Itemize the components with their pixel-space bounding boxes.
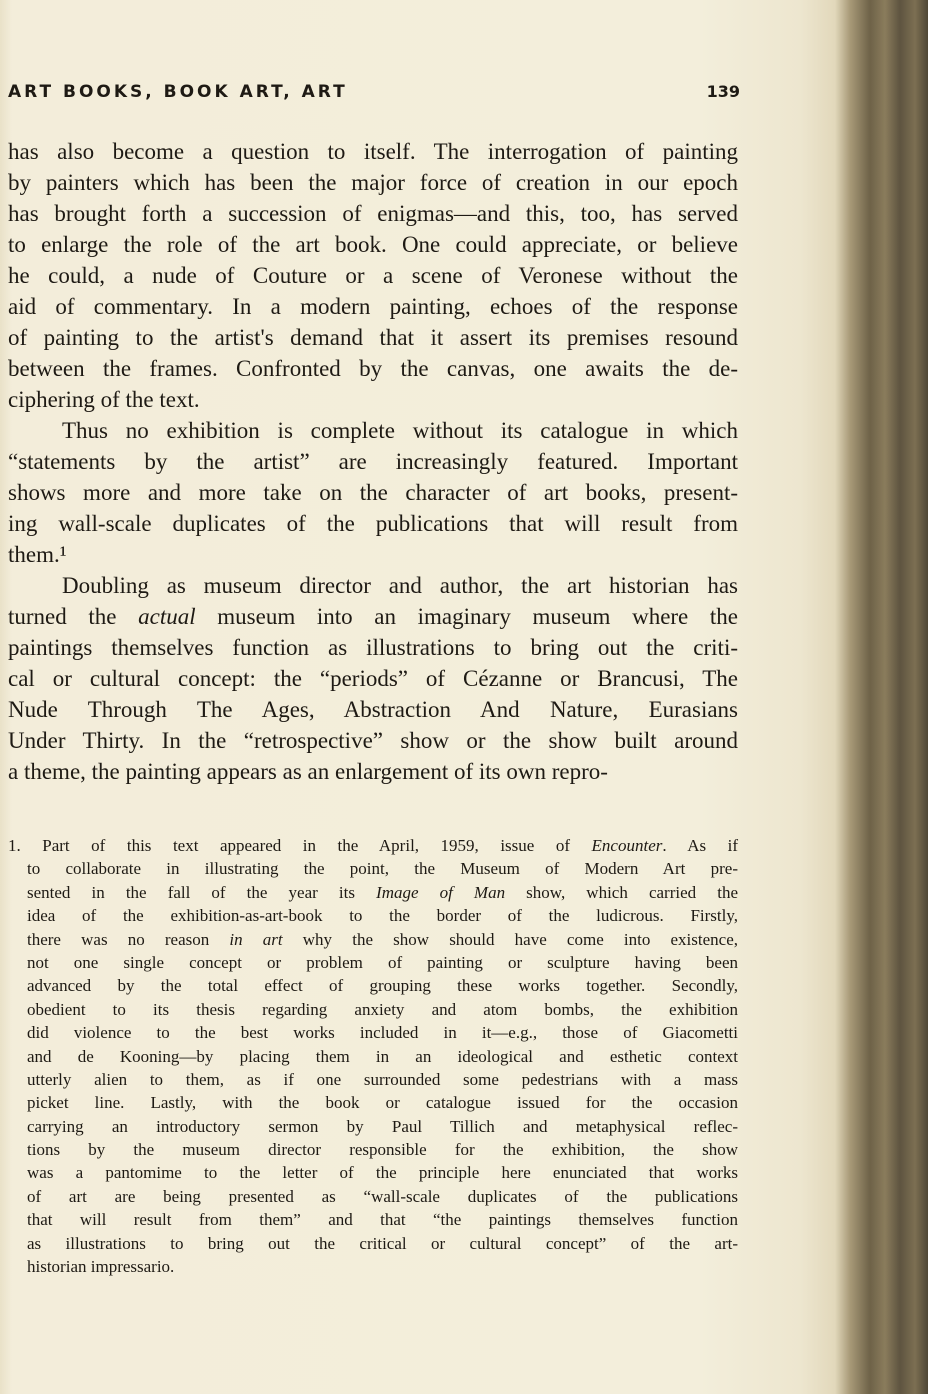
running-title: ART BOOKS, BOOK ART, ART [8, 82, 348, 102]
italic-text: in art [229, 929, 283, 949]
footnote-line: and de Kooning—by placing them in an ideological and esthetic context [27, 1046, 738, 1066]
text-segment: . As if [662, 836, 739, 855]
text-line: Under Thirty. In the “retrospective” show or the show built around [8, 728, 738, 753]
text-line: “statements by the artist” are increasingly featured. Important [8, 449, 738, 474]
footnote-line: as illustrations to bring out the critical or cultural concept” of the art- [27, 1233, 738, 1253]
footnote-line: idea of the exhibition-as-art-book to the border of the ludicrous. Firstly, [27, 906, 738, 926]
paragraph [8, 570, 738, 787]
text-line: a theme, the painting appears as an enlargement of its own repro- [8, 759, 608, 784]
text-segment: there was no reason [27, 929, 230, 949]
footnote-line: to collaborate in illustrating the point, the Museum of Modern Art pre- [27, 859, 738, 879]
paragraph [8, 136, 738, 415]
text-segment: why the show should have come into existence, [282, 929, 738, 949]
text-line: has also become a question to itself. The interrogation of painting [8, 139, 738, 164]
footnote-line: obedient to its thesis regarding anxiety and atom bombs, the exhibition [27, 999, 738, 1019]
footnote-line: tions by the museum director responsible for the exhibition, the show [27, 1140, 738, 1160]
text-line: Nude Through The Ages, Abstraction And Nature, Eurasians [8, 697, 738, 722]
text-line: shows more and more take on the character of art books, present- [8, 480, 738, 505]
footnote-line: did violence to the best works included in it—e.g., those of Giacometti [27, 1023, 738, 1043]
footnote-line: utterly alien to them, as if one surrounded some pedestrians with a mass [27, 1069, 738, 1089]
page-number: 139 [706, 82, 740, 101]
running-header [8, 82, 740, 108]
footnote-line [8, 834, 738, 857]
footnote-line: was a pantomime to the letter of the principle here enunciated that works [27, 1163, 738, 1183]
footnote-line: historian impressario. [27, 1257, 175, 1277]
italic-text: actual [138, 604, 196, 629]
footnote-line: that will result from them” and that “the paintings themselves function [27, 1210, 738, 1230]
text-line: Doubling as museum director and author, the art historian has [62, 573, 738, 598]
footnote-line: not one single concept or problem of painting or sculpture having been [27, 952, 738, 972]
text-line: to enlarge the role of the art book. One could appreciate, or believe [8, 232, 738, 257]
footnote-line: advanced by the total effect of grouping these works together. Secondly, [27, 976, 738, 996]
footnote [8, 834, 738, 1278]
body-text [8, 136, 738, 787]
text-line: cal or cultural concept: the “periods” of Cézanne or Brancusi, The [8, 666, 738, 691]
text-line: has brought forth a succession of enigmas—and this, too, has served [8, 201, 738, 226]
text-line: he could, a nude of Couture or a scene of Veronese without the [8, 263, 738, 288]
text-segment: museum into an imaginary museum where the [195, 604, 738, 629]
footnote-line [8, 928, 738, 951]
footnote-line: carrying an introductory sermon by Paul Tillich and metaphysical reflec- [27, 1116, 738, 1136]
text-line [8, 601, 738, 632]
text-segment: show, which carried the [505, 882, 738, 902]
text-segment: sented in the fall of the year its [27, 882, 377, 902]
text-line: aid of commentary. In a modern painting, echoes of the response [8, 294, 738, 319]
text-line: of painting to the artist's demand that it assert its premises resound [8, 325, 738, 350]
footnote-line: of art are being presented as “wall-scale duplicates of the publications [27, 1186, 738, 1206]
footnote-line [8, 881, 738, 904]
text-line: paintings themselves function as illustrations to bring out the criti- [8, 635, 738, 660]
text-line: between the frames. Confronted by the canvas, one awaits the de- [8, 356, 738, 381]
italic-text: Image of Man [376, 882, 506, 902]
paragraph [8, 415, 738, 570]
text-line: them.¹ [8, 542, 67, 567]
text-line: ciphering of the text. [8, 387, 200, 412]
text-line: ing wall-scale duplicates of the publications that will result from [8, 511, 738, 536]
text-line: Thus no exhibition is complete without its catalogue in which [62, 418, 738, 443]
footnote-line: picket line. Lastly, with the book or catalogue issued for the occasion [27, 1093, 738, 1113]
text-segment: 1. Part of this text appeared in the April, 1959, issue of [8, 836, 592, 855]
text-segment: turned the [8, 604, 139, 629]
text-line: by painters which has been the major force of creation in our epoch [8, 170, 738, 195]
italic-text: Encounter [591, 836, 663, 855]
